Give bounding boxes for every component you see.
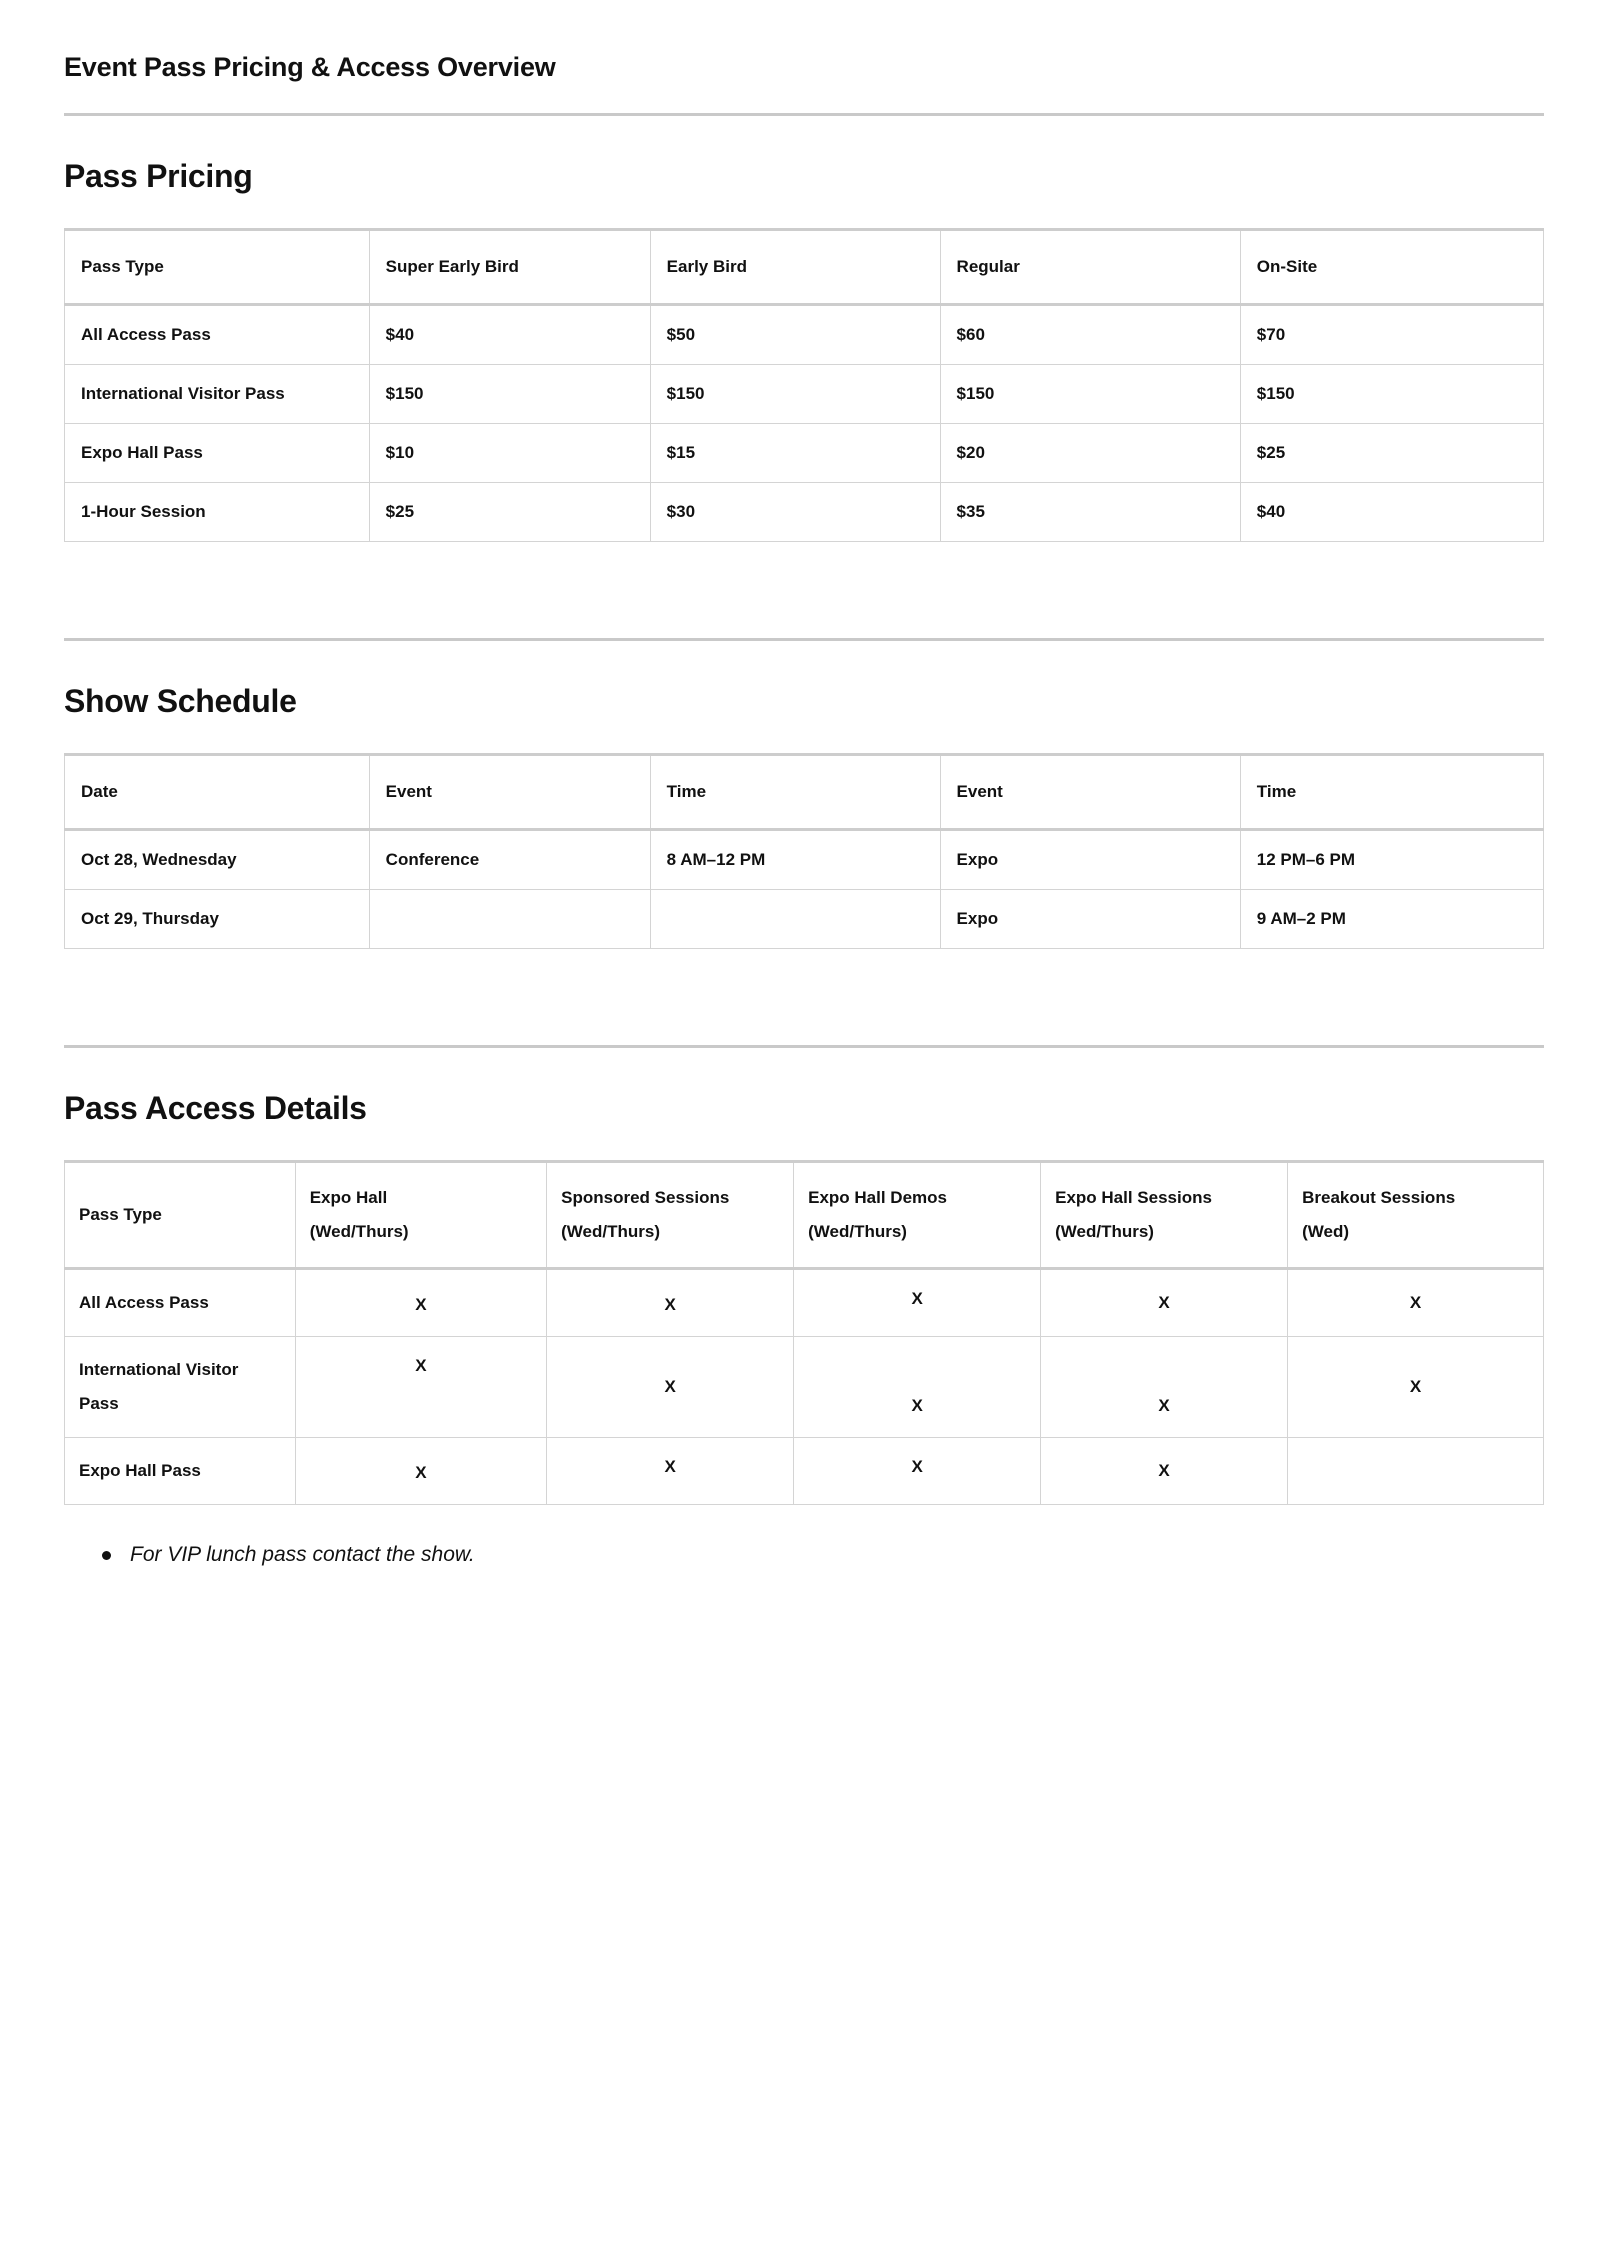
cell-time-1: 8 AM–12 PM: [650, 830, 940, 890]
divider-top: [64, 113, 1544, 116]
column-header-expo-hall-sessions: [1041, 1162, 1288, 1269]
table-row: [65, 1269, 1544, 1337]
cell-pass-type: Expo Hall Pass: [65, 424, 370, 483]
column-header-breakout-sessions: [1288, 1162, 1544, 1269]
header-line-1: Expo Hall: [309, 1188, 388, 1208]
column-header-pass-type: Pass Type: [65, 230, 370, 305]
column-header-time-2: Time: [1240, 755, 1543, 830]
cell-on-site: $150: [1240, 365, 1543, 424]
table-row: [65, 424, 1544, 483]
cell-on-site: $40: [1240, 483, 1543, 542]
pass-pricing-table: [64, 228, 1544, 542]
column-header-pass-type: [65, 1162, 296, 1269]
section-heading-show-schedule: Show Schedule: [64, 683, 297, 720]
header-line-1: Sponsored Sessions: [561, 1188, 730, 1208]
cell-regular: $35: [940, 483, 1240, 542]
column-header-date: Date: [65, 755, 370, 830]
table-header-row: [65, 1162, 1544, 1269]
cell-on-site: $70: [1240, 305, 1543, 365]
section-heading-pass-pricing: Pass Pricing: [64, 158, 253, 195]
cell-access-expo-hall: X: [295, 1438, 546, 1505]
cell-super-early-bird: $25: [369, 483, 650, 542]
cell-early-bird: $50: [650, 305, 940, 365]
cell-early-bird: $15: [650, 424, 940, 483]
cell-event-1: [369, 890, 650, 949]
cell-super-early-bird: $150: [369, 365, 650, 424]
header-line-2: (Wed/Thurs): [309, 1222, 409, 1242]
cell-access-expo-hall-sessions: X: [1041, 1337, 1288, 1438]
cell-time-2: 9 AM–2 PM: [1240, 890, 1543, 949]
cell-regular: $60: [940, 305, 1240, 365]
cell-regular: $20: [940, 424, 1240, 483]
header-line-1: Pass Type: [79, 1205, 162, 1225]
table-row: [65, 1337, 1544, 1438]
cell-early-bird: $150: [650, 365, 940, 424]
cell-date: Oct 29, Thursday: [65, 890, 370, 949]
header-line-2: (Wed/Thurs): [1055, 1222, 1154, 1242]
header-line-1: Expo Hall Sessions: [1055, 1188, 1212, 1208]
header-line-2: (Wed/Thurs): [561, 1222, 660, 1242]
column-header-sponsored-sessions: [547, 1162, 794, 1269]
cell-access-expo-hall: X: [295, 1269, 546, 1337]
cell-regular: $150: [940, 365, 1240, 424]
cell-super-early-bird: $10: [369, 424, 650, 483]
header-line-2: (Wed): [1302, 1222, 1349, 1242]
show-schedule-table: [64, 753, 1544, 949]
pass-access-details-table: [64, 1160, 1544, 1505]
column-header-expo-hall: [295, 1162, 546, 1269]
column-header-on-site: On-Site: [1240, 230, 1543, 305]
cell-access-breakout-sessions: X: [1288, 1337, 1544, 1438]
header-line-2: (Wed/Thurs): [808, 1222, 907, 1242]
cell-super-early-bird: $40: [369, 305, 650, 365]
table-row: [65, 1438, 1544, 1505]
cell-event-2: Expo: [940, 830, 1240, 890]
cell-access-expo-hall-demos: X: [794, 1269, 1041, 1337]
cell-access-breakout-sessions: [1288, 1438, 1544, 1505]
column-header-event-2: Event: [940, 755, 1240, 830]
table-header-row: [65, 755, 1544, 830]
table-header-row: [65, 230, 1544, 305]
cell-event-1: Conference: [369, 830, 650, 890]
cell-pass-type: International Visitor Pass: [65, 1337, 296, 1438]
cell-event-2: Expo: [940, 890, 1240, 949]
column-header-regular: Regular: [940, 230, 1240, 305]
cell-pass-type: All Access Pass: [65, 305, 370, 365]
cell-pass-type: All Access Pass: [65, 1269, 296, 1337]
cell-time-1: [650, 890, 940, 949]
column-header-early-bird: Early Bird: [650, 230, 940, 305]
table-row: [65, 365, 1544, 424]
table-row: [65, 305, 1544, 365]
cell-access-breakout-sessions: X: [1288, 1269, 1544, 1337]
table-row: [65, 890, 1544, 949]
table-row: [65, 483, 1544, 542]
cell-pass-type: International Visitor Pass: [65, 365, 370, 424]
cell-early-bird: $30: [650, 483, 940, 542]
cell-access-expo-hall-sessions: X: [1041, 1438, 1288, 1505]
column-header-expo-hall-demos: [794, 1162, 1041, 1269]
header-line-1: Breakout Sessions: [1302, 1188, 1456, 1208]
table-row: [65, 830, 1544, 890]
column-header-time-1: Time: [650, 755, 940, 830]
cell-pass-type: 1-Hour Session: [65, 483, 370, 542]
header-line-1: Expo Hall Demos: [808, 1188, 947, 1208]
cell-access-sponsored-sessions: X: [547, 1438, 794, 1505]
list-item: For VIP lunch pass contact the show.: [130, 1539, 1544, 1571]
column-header-event-1: Event: [369, 755, 650, 830]
cell-time-2: 12 PM–6 PM: [1240, 830, 1543, 890]
divider-after-schedule: [64, 1045, 1544, 1048]
column-header-super-early-bird: Super Early Bird: [369, 230, 650, 305]
access-notes-list: [64, 1539, 1544, 1571]
cell-on-site: $25: [1240, 424, 1543, 483]
divider-after-pricing: [64, 638, 1544, 641]
cell-access-expo-hall-demos: X: [794, 1337, 1041, 1438]
cell-access-expo-hall-demos: X: [794, 1438, 1041, 1505]
page-title: Event Pass Pricing & Access Overview: [64, 52, 556, 82]
cell-access-sponsored-sessions: X: [547, 1337, 794, 1438]
cell-access-sponsored-sessions: X: [547, 1269, 794, 1337]
cell-access-expo-hall-sessions: X: [1041, 1269, 1288, 1337]
cell-pass-type: Expo Hall Pass: [65, 1438, 296, 1505]
section-heading-pass-access-details: Pass Access Details: [64, 1090, 367, 1127]
cell-date: Oct 28, Wednesday: [65, 830, 370, 890]
cell-access-expo-hall: X: [295, 1337, 546, 1438]
